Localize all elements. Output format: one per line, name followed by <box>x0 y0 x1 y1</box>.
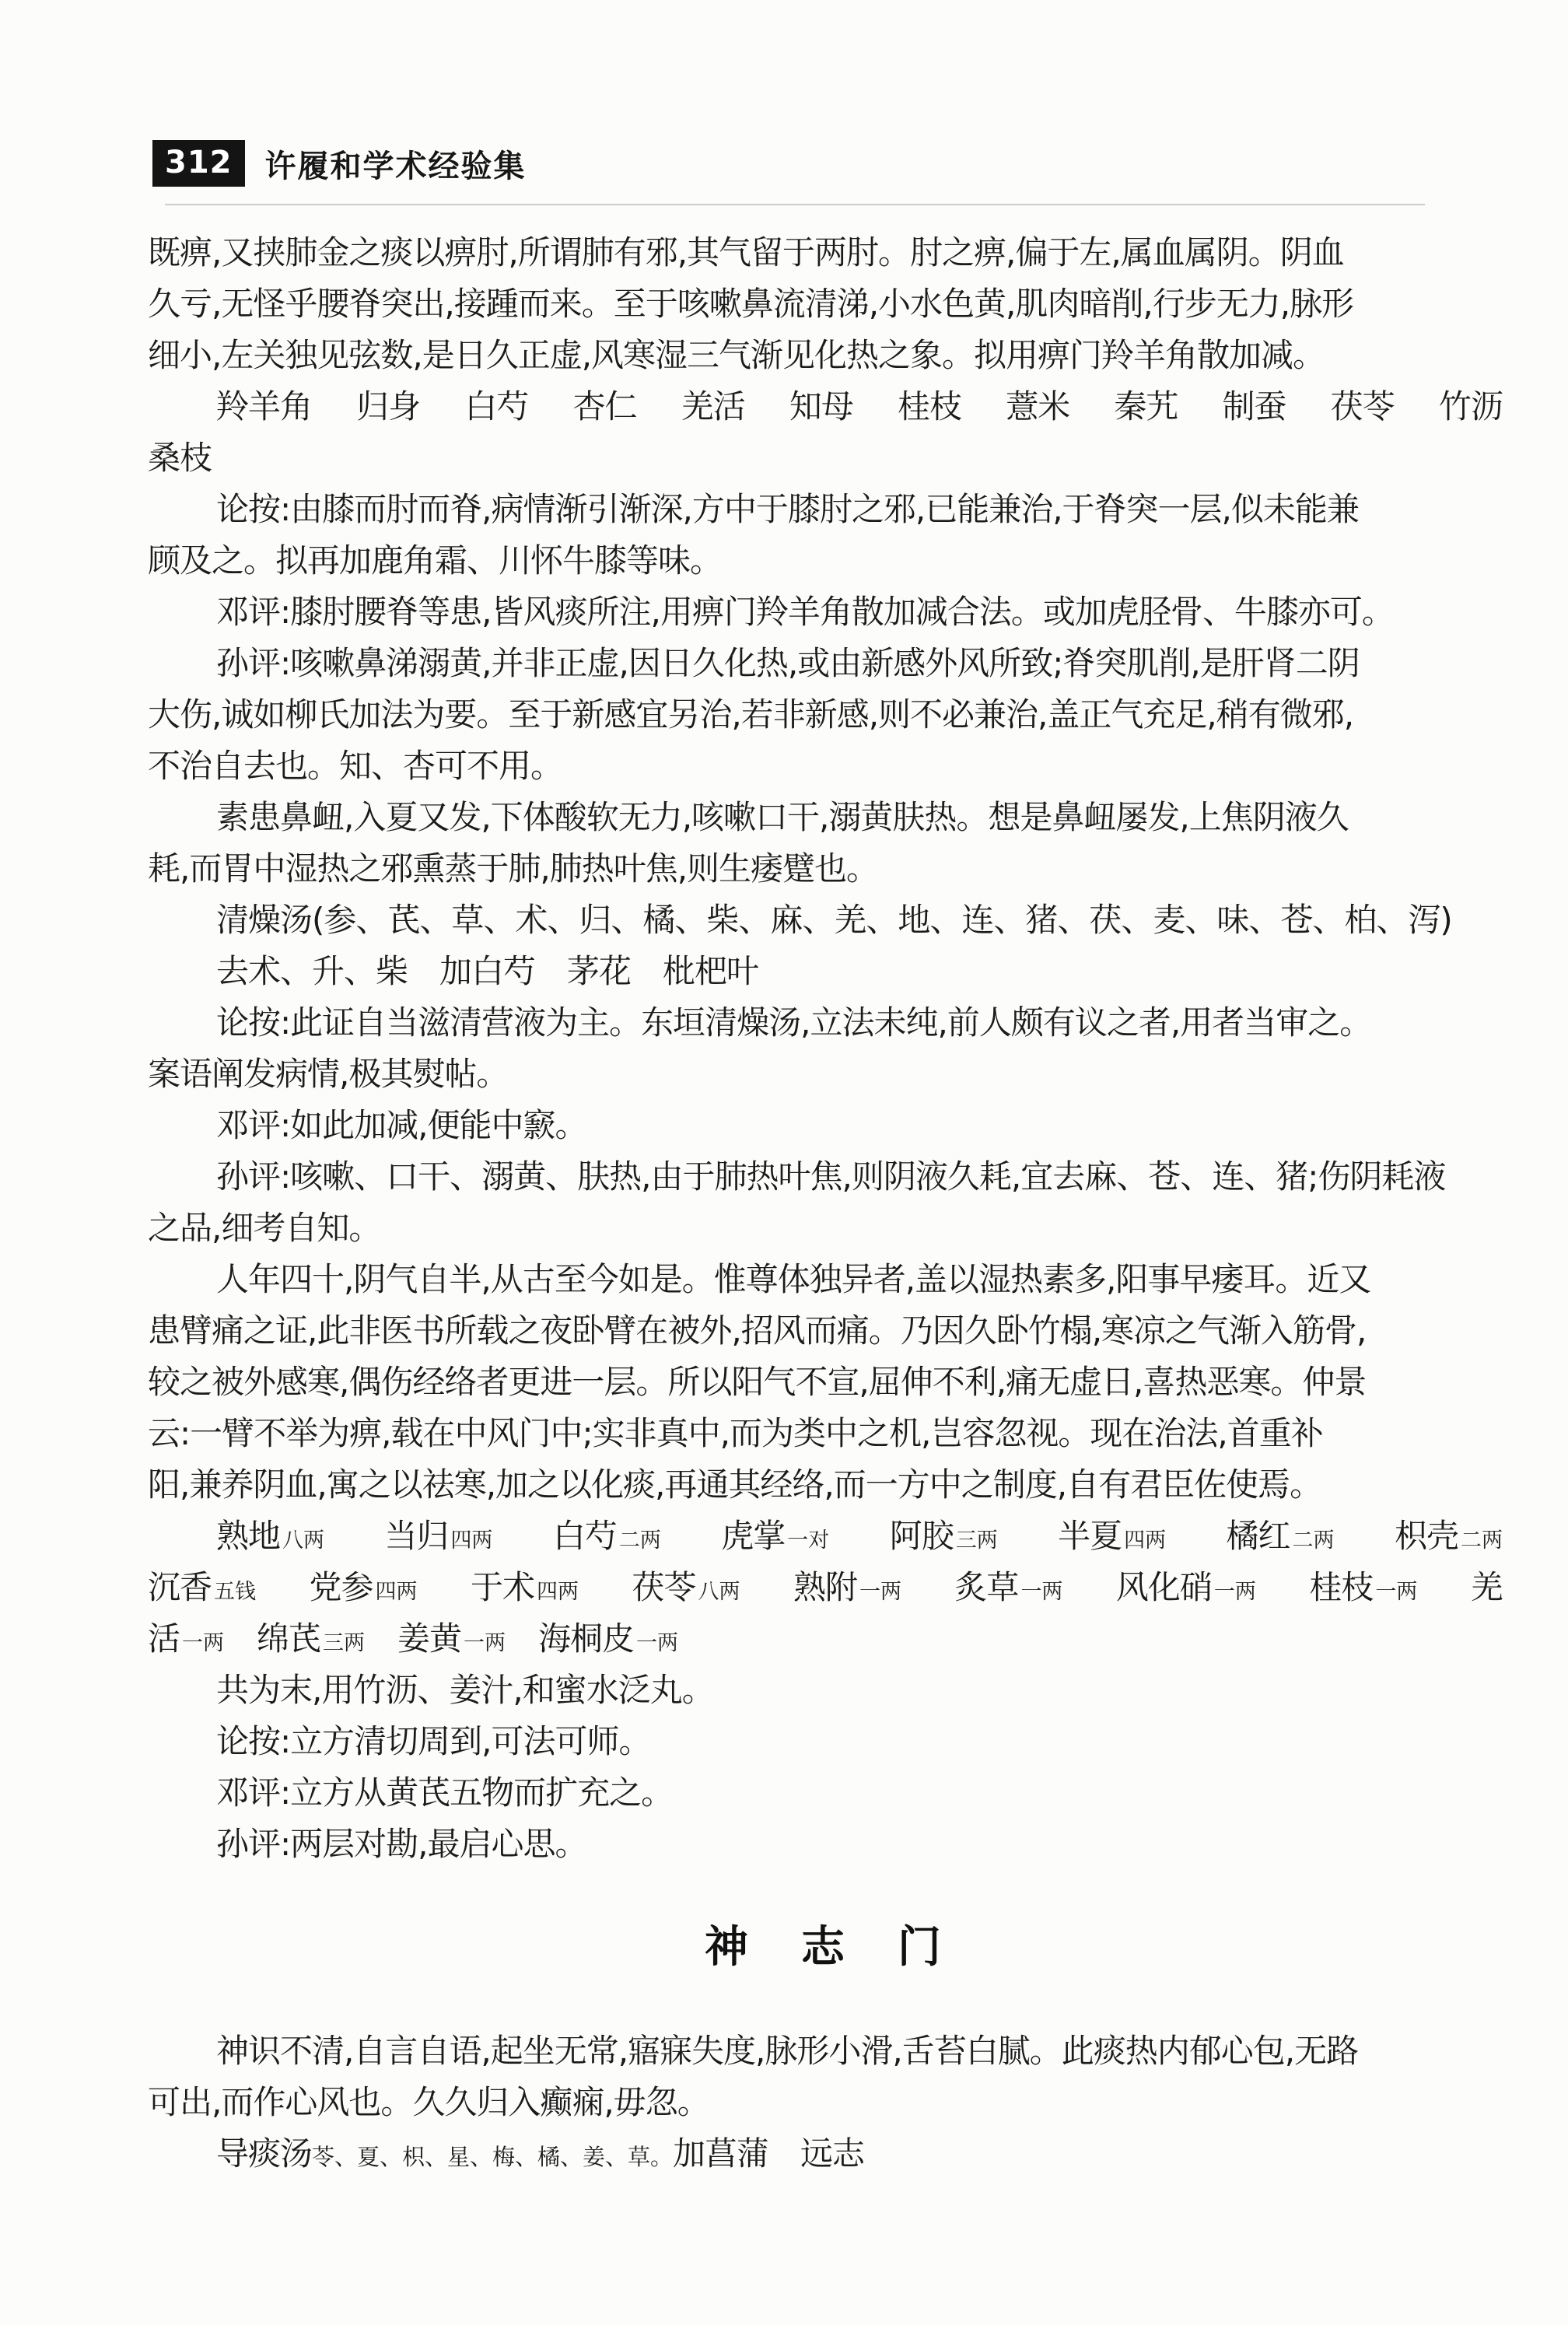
herb-item <box>681 381 745 432</box>
text-line: 邓评:立方从黄芪五物而扩充之。 <box>216 1774 674 1812</box>
herb-name: 风化硝 <box>1115 1568 1212 1606</box>
herb-name: 橘红 <box>1226 1517 1290 1555</box>
text-line: 之品,细考自知。 <box>148 1209 381 1247</box>
herb-name: 茯苓 <box>1330 387 1395 425</box>
herb-item <box>1439 381 1503 432</box>
herb-quantity: 一两 <box>1020 1580 1063 1604</box>
herb-name: 薏米 <box>1006 387 1070 425</box>
herb-name: 姜黄 <box>397 1619 462 1658</box>
herb-quantity: 二两 <box>1292 1528 1335 1553</box>
herb-item <box>1309 1562 1417 1618</box>
herb-name: 虎掌 <box>721 1517 786 1555</box>
herb-quantity: 一对 <box>787 1528 830 1553</box>
herb-item <box>309 1562 417 1618</box>
herb-name: 炙草 <box>954 1568 1019 1606</box>
herb-name: 白芍 <box>464 387 529 425</box>
herb-name: 杏仁 <box>572 387 637 425</box>
text-line: 孙评:两层对勘,最启心思。 <box>216 1825 587 1863</box>
text-line: 神识不清,自言自语,起坐无常,寤寐失度,脉形小滑,舌苔白腻。此痰热内郁心包,无路 <box>216 2032 1359 2070</box>
text-line: 孙评:咳嗽、口干、溺黄、肤热,由于肺热叶焦,则阴液久耗,宜去麻、苍、连、猪;伤阴耗液 <box>216 1157 1446 1196</box>
text-line: 去术、升、柴 加白芍 茅花 枇杷叶 <box>216 952 759 990</box>
herb-name: 枳壳 <box>1394 1517 1458 1555</box>
text-line: 素患鼻衄,入夏又发,下体酸软无力,咳嗽口干,溺黄肤热。想是鼻衄屡发,上焦阴液久 <box>216 798 1349 836</box>
herb-quantity: 三两 <box>323 1631 366 1655</box>
herb-quantity: 八两 <box>282 1528 325 1553</box>
herb-name: 羚羊角 <box>216 387 313 425</box>
text-line: 不治自去也。知、杏可不用。 <box>148 747 563 785</box>
herb-list-line <box>148 432 1503 484</box>
text-line: 阳,兼养阴血,寓之以祛寒,加之以化痰,再通其经络,而一方中之制度,自有君臣佐使焉。 <box>148 1465 1322 1504</box>
herb-name: 当归 <box>384 1517 449 1555</box>
herb-list-line <box>148 1562 1503 1613</box>
herb-name: 知母 <box>789 387 853 425</box>
herb-quantity: 一两 <box>636 1631 679 1655</box>
text-line: 细小,左关独见弦数,是日久正虚,风寒湿三气渐见化热之象。拟用痹门羚羊角散加减。 <box>148 336 1325 374</box>
text-line: 顾及之。拟再加鹿角霜、川怀牛膝等味。 <box>148 541 723 579</box>
text-line: 共为末,用竹沥、姜汁,和蜜水泛丸。 <box>216 1671 714 1709</box>
herb-name: 桂枝 <box>1309 1568 1374 1606</box>
herb-item <box>216 381 312 432</box>
herb-item <box>148 1562 256 1618</box>
herb-list-line <box>148 381 1503 432</box>
herb-quantity: 一两 <box>1213 1580 1256 1604</box>
text-line: 孙评:咳嗽鼻涕溺黄,并非正虚,因日久化热,或由新感外风所致;脊突肌削,是肝肾二阴 <box>216 644 1360 682</box>
herb-item <box>1227 1511 1335 1567</box>
herb-quantity: 四两 <box>1124 1528 1167 1553</box>
herb-item <box>954 1562 1062 1618</box>
text-line: 久亏,无怪乎腰脊突出,接踵而来。至于咳嗽鼻流清涕,小水色黄,肌肉暗削,行步无力,脉形 <box>148 285 1354 323</box>
herb-name: 桂枝 <box>898 387 962 425</box>
herb-name: 阿胶 <box>889 1517 954 1555</box>
herb-item <box>148 1613 224 1669</box>
herb-item <box>793 1562 901 1618</box>
herb-quantity: 三两 <box>955 1528 998 1553</box>
herb-item <box>890 1511 998 1567</box>
page-header <box>152 140 527 187</box>
herb-quantity: 一两 <box>182 1631 225 1655</box>
text-line: 邓评:如此加减,便能中窾。 <box>216 1106 587 1144</box>
herb-item <box>553 1511 661 1567</box>
herb-item <box>1471 1562 1503 1613</box>
herb-item <box>384 1511 492 1567</box>
herb-item <box>1395 1511 1503 1567</box>
herb-name: 茯苓 <box>632 1568 696 1606</box>
herb-item <box>356 381 420 432</box>
herb-name: 海桐皮 <box>538 1619 635 1658</box>
herb-name: 秦艽 <box>1114 387 1178 425</box>
herb-item <box>1223 381 1286 432</box>
book-title: 许履和学术经验集 <box>264 148 527 184</box>
herb-item <box>573 381 637 432</box>
herb-quantity: 五钱 <box>214 1580 257 1604</box>
text-line: 人年四十,阴气自半,从古至今如是。惟尊体独异者,盖以湿热素多,阳事早痿耳。近又 <box>216 1260 1371 1298</box>
formula-additions: 加菖蒲 远志 <box>673 2134 865 2173</box>
formula-line <box>148 2128 1503 2180</box>
herb-name: 半夏 <box>1058 1517 1122 1555</box>
header-rule <box>165 204 1425 205</box>
section-heading: 神 志 门 <box>705 1922 946 1973</box>
herb-quantity: 一两 <box>859 1580 901 1604</box>
text-line: 较之被外感寒,偶伤经络者更进一层。所以阳气不宣,屈伸不利,痛无虚日,喜热恶寒。仲景 <box>148 1363 1367 1401</box>
herb-name: 竹沥 <box>1438 387 1503 425</box>
page-body-text <box>148 227 1503 2180</box>
herb-item <box>898 381 961 432</box>
herb-item <box>1116 1562 1256 1618</box>
text-line: 云:一臂不举为痹,载在中风门中;实非真中,而为类中之机,岂容忽视。现在治法,首重补 <box>148 1414 1323 1452</box>
herb-name: 熟地 <box>216 1517 281 1555</box>
text-line: 清燥汤(参、芪、草、术、归、橘、柴、麻、羌、地、连、猪、茯、麦、味、苍、柏、泻) <box>216 901 1452 939</box>
herb-name: 熟附 <box>793 1568 857 1606</box>
herb-quantity: 八两 <box>698 1580 740 1604</box>
herb-item <box>471 1562 579 1618</box>
herb-item <box>1331 381 1395 432</box>
herb-item <box>216 1511 324 1567</box>
text-line: 患臂痛之证,此非医书所载之夜卧臂在被外,招风而痛。乃因久卧竹榻,寒凉之气渐入筋骨, <box>148 1311 1367 1350</box>
herb-item <box>464 381 528 432</box>
herb-list-line <box>148 1511 1503 1562</box>
herb-quantity: 二两 <box>1460 1528 1503 1553</box>
herb-name: 桑枝 <box>148 439 212 477</box>
herb-name: 活 <box>148 1619 180 1658</box>
text-line: 论按:此证自当滋清营液为主。东垣清燥汤,立法未纯,前人颇有议之者,用者当审之。 <box>216 1003 1372 1042</box>
herb-quantity: 四两 <box>375 1580 418 1604</box>
text-line: 大伤,诚如柳氏加法为要。至于新感宜另治,若非新感,则不必兼治,盖正气充足,稍有微邪, <box>148 695 1354 734</box>
herb-item <box>789 381 853 432</box>
herb-name: 沉香 <box>148 1568 212 1606</box>
herb-quantity: 一两 <box>464 1631 506 1655</box>
text-line: 论按:立方清切周到,可法可师。 <box>216 1722 651 1760</box>
text-line: 案语阐发病情,极其熨帖。 <box>148 1055 509 1093</box>
text-line: 耗,而胃中湿热之邪熏蒸于肺,肺热叶焦,则生痿躄也。 <box>148 849 879 888</box>
herb-name: 白芍 <box>552 1517 617 1555</box>
herb-quantity: 一两 <box>1375 1580 1418 1604</box>
herb-item <box>538 1613 678 1669</box>
herb-quantity: 四两 <box>536 1580 579 1604</box>
herb-item <box>257 1613 365 1669</box>
herb-quantity: 二两 <box>618 1528 661 1553</box>
text-line: 邓评:膝肘腰脊等患,皆风痰所注,用痹门羚羊角散加减合法。或加虎胫骨、牛膝亦可。 <box>216 593 1394 631</box>
herb-name: 归身 <box>356 387 421 425</box>
herb-item <box>1058 1511 1166 1567</box>
herb-name: 于术 <box>470 1568 534 1606</box>
herb-item <box>632 1562 740 1618</box>
herb-name: 党参 <box>309 1568 373 1606</box>
herb-name: 绵芪 <box>257 1619 321 1658</box>
formula-name: 导痰汤 <box>216 2134 313 2173</box>
page-number-badge: 312 <box>152 140 245 187</box>
herb-item <box>721 1511 829 1567</box>
herb-name: 制蚕 <box>1222 387 1286 425</box>
herb-list-line <box>148 1613 1503 1665</box>
herb-item <box>1006 381 1069 432</box>
herb-item <box>1114 381 1178 432</box>
herb-item <box>397 1613 506 1669</box>
text-line: 论按:由膝而肘而脊,病情渐引渐深,方中于膝肘之邪,已能兼治,于脊突一层,似未能兼 <box>216 490 1359 528</box>
text-line: 既痹,又挟肺金之痰以痹肘,所谓肺有邪,其气留于两肘。肘之痹,偏于左,属血属阴。阴血 <box>148 233 1344 271</box>
herb-name: 羌 <box>1470 1568 1503 1606</box>
formula-ingredients-small: 苓、夏、枳、星、梅、橘、姜、草。 <box>312 2144 674 2170</box>
herb-quantity: 四两 <box>450 1528 493 1553</box>
text-line: 可出,而作心风也。久久归入癫痫,毋忽。 <box>148 2083 709 2121</box>
herb-item <box>148 432 212 484</box>
herb-name: 羌活 <box>681 387 745 425</box>
